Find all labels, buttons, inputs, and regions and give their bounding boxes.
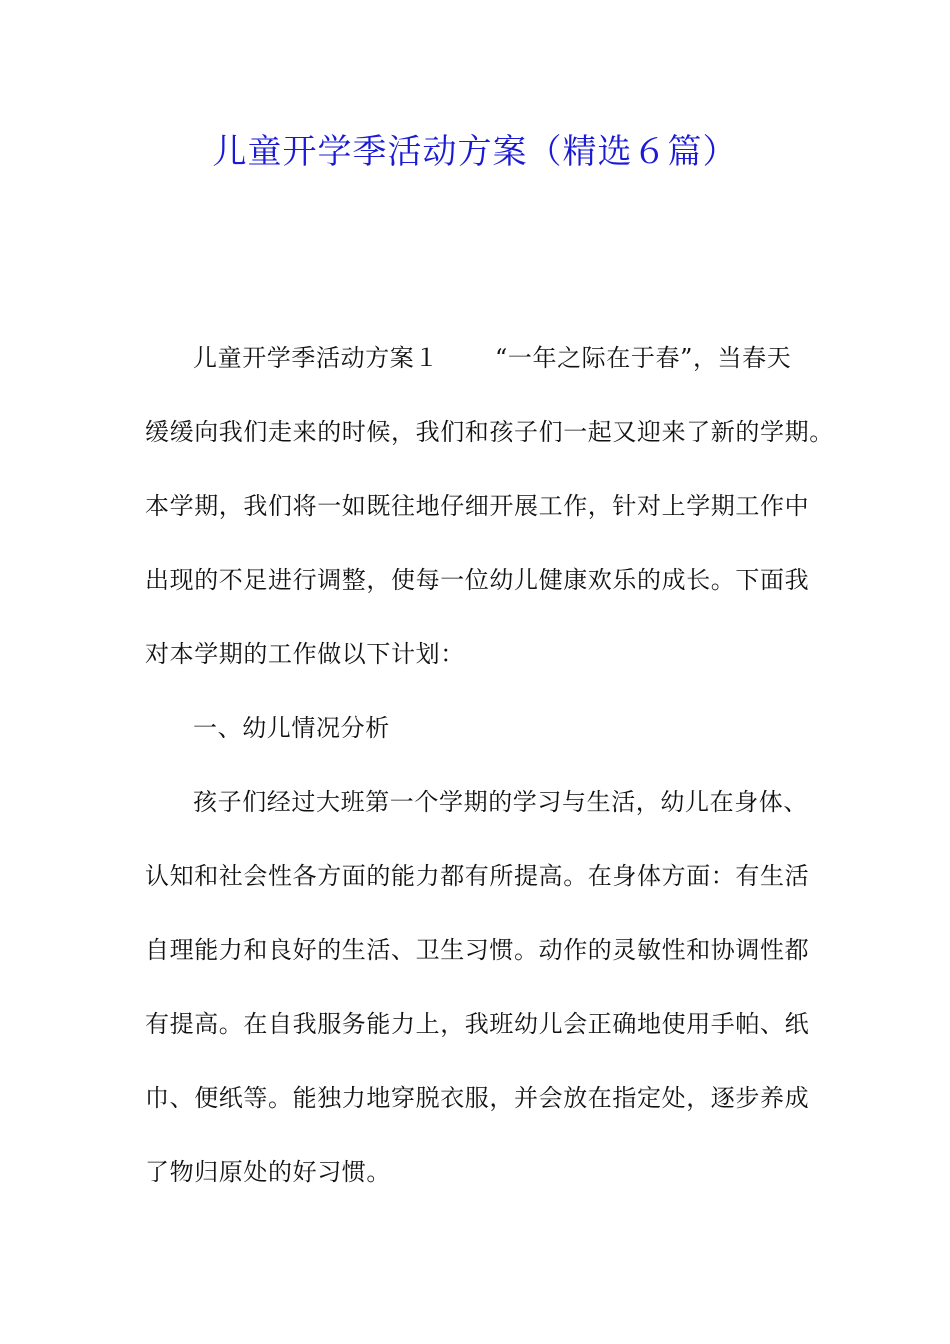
paragraph-text: “一年之际在于春”，当春天 [495,344,792,372]
paragraph-line: 认知和社会性各方面的能力都有所提高。在身体方面：有生活 [145,862,810,890]
paragraph-line: 有提高。在自我服务能力上，我班幼儿会正确地使用手帕、纸 [145,1010,810,1038]
paragraph-line: 缓缓向我们走来的时候，我们和孩子们一起又迎来了新的学期。 [145,418,834,446]
paragraph-line [193,340,873,376]
paragraph-line: 本学期，我们将一如既往地仔细开展工作，针对上学期工作中 [145,492,810,520]
paragraph-line: 自理能力和良好的生活、卫生习惯。动作的灵敏性和协调性都 [145,936,810,964]
document-title: 儿童开学季活动方案（精选６篇） [212,132,738,172]
paragraph-line: 巾、便纸等。能独力地穿脱衣服，并会放在指定处，逐步养成 [145,1084,810,1112]
paragraph-line: 了物归原处的好习惯。 [145,1158,391,1186]
section-heading-inline: 儿童开学季活动方案１ [193,344,439,372]
paragraph-line: 孩子们经过大班第一个学期的学习与生活，幼儿在身体、 [193,788,808,816]
paragraph-line: 对本学期的工作做以下计划： [145,640,465,668]
section-heading: 一、幼儿情况分析 [193,714,390,742]
paragraph-line: 出现的不足进行调整，使每一位幼儿健康欢乐的成长。下面我 [145,566,810,594]
